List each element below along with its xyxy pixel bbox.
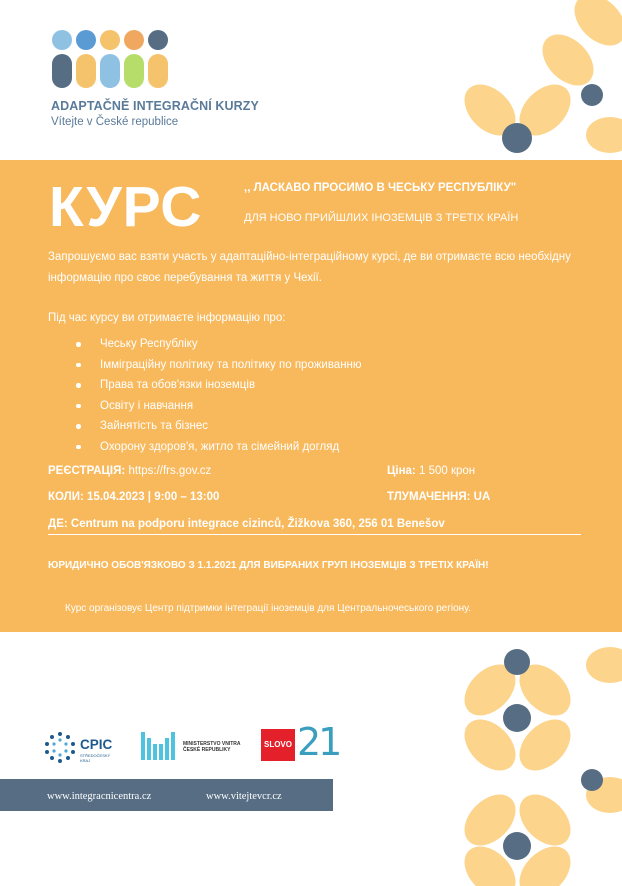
registration-link[interactable]: https://frs.gov.cz (128, 465, 212, 477)
list-item: Освіту і навчання (76, 396, 362, 417)
ministry-logo-icon (140, 730, 178, 762)
ministry-logo-text: MINISTERSTVO VNITRA ČESKÉ REPUBLIKY (183, 741, 241, 753)
logo-subtitle: Vítejte v České republice (51, 116, 179, 128)
interpretation-value: UA (473, 491, 491, 503)
interpretation-info (387, 491, 490, 503)
course-heading: КУРС (49, 175, 203, 239)
cpic-region-text: STŘEDOČESKÝ KRAJ (80, 753, 111, 763)
list-item: Чеську Республіку (76, 334, 362, 355)
location-info: ДЕ: Centrum na podporu integrace cizinců, Žižkova 360, 256 01 Benešov (48, 518, 445, 530)
date-time-info (48, 491, 219, 503)
price-value: 1 500 крон (418, 465, 476, 477)
list-item: Права та обов'язки іноземців (76, 375, 362, 396)
registration-info (48, 465, 211, 477)
bullet-icon (76, 342, 81, 347)
cpic-logo-icon (44, 731, 76, 763)
intro-text: Запрошуємо вас взяти участь у адаптаційно-інтеграційному курсі, де ви отримаєте всю необхідну інформацію про своє перебування та життя у Чехії. (48, 251, 571, 284)
footer-link-integracnicentra[interactable]: www.integracnicentra.cz (47, 791, 152, 802)
list-item: Охорону здоров'я, житло та сімейний догляд (76, 437, 362, 458)
price-info (387, 465, 475, 477)
bullet-icon (76, 363, 81, 368)
registration-label: РЕЄСТРАЦІЯ: (48, 465, 126, 477)
footer-link-vitejtevcr[interactable]: www.vitejtevcr.cz (206, 791, 282, 802)
list-item: Імміграційну політику та політику по проживанню (76, 355, 362, 376)
learn-label: Під час курсу ви отримаєте інформацію про: (48, 312, 286, 324)
price-label: Ціна: (387, 465, 416, 477)
welcome-title: ,, ЛАСКАВО ПРОСИМО В ЧЕСЬКУ РЕСПУБЛІКУ" (244, 182, 517, 194)
bullet-icon (76, 445, 81, 450)
topics-list (76, 334, 362, 458)
cpic-logo-text: CPIC (80, 737, 113, 752)
slovo21-logo: SLOVO (261, 729, 295, 761)
list-item: Зайнятість та бізнес (76, 416, 362, 437)
bullet-icon (76, 424, 81, 429)
bullet-icon (76, 383, 81, 388)
mandatory-notice: ЮРИДИЧНО ОБОВ'ЯЗКОВО З 1.1.2021 ДЛЯ ВИБРАНИХ ГРУП ІНОЗЕМЦІВ З ТРЕТІХ КРАЇН! (48, 560, 489, 571)
logo-title: ADAPTAČNĚ INTEGRAČNÍ KURZY (51, 99, 259, 113)
target-audience: ДЛЯ НОВО ПРИЙШЛИХ ІНОЗЕМЦІВ З ТРЕТІХ КРАЇН (244, 212, 519, 224)
date-time: КОЛИ: 15.04.2023 | 9:00 – 13:00 (48, 491, 220, 503)
slovo21-number: 21 (297, 720, 340, 764)
organizer-note: Курс організовує Центр підтримки інтеграції іноземців для Центральночеського регіону. (65, 603, 471, 614)
bullet-icon (76, 404, 81, 409)
interpretation-label: ТЛУМАЧЕННЯ: (387, 491, 471, 503)
location-underline (48, 534, 581, 535)
people-logo-icon (50, 28, 170, 94)
